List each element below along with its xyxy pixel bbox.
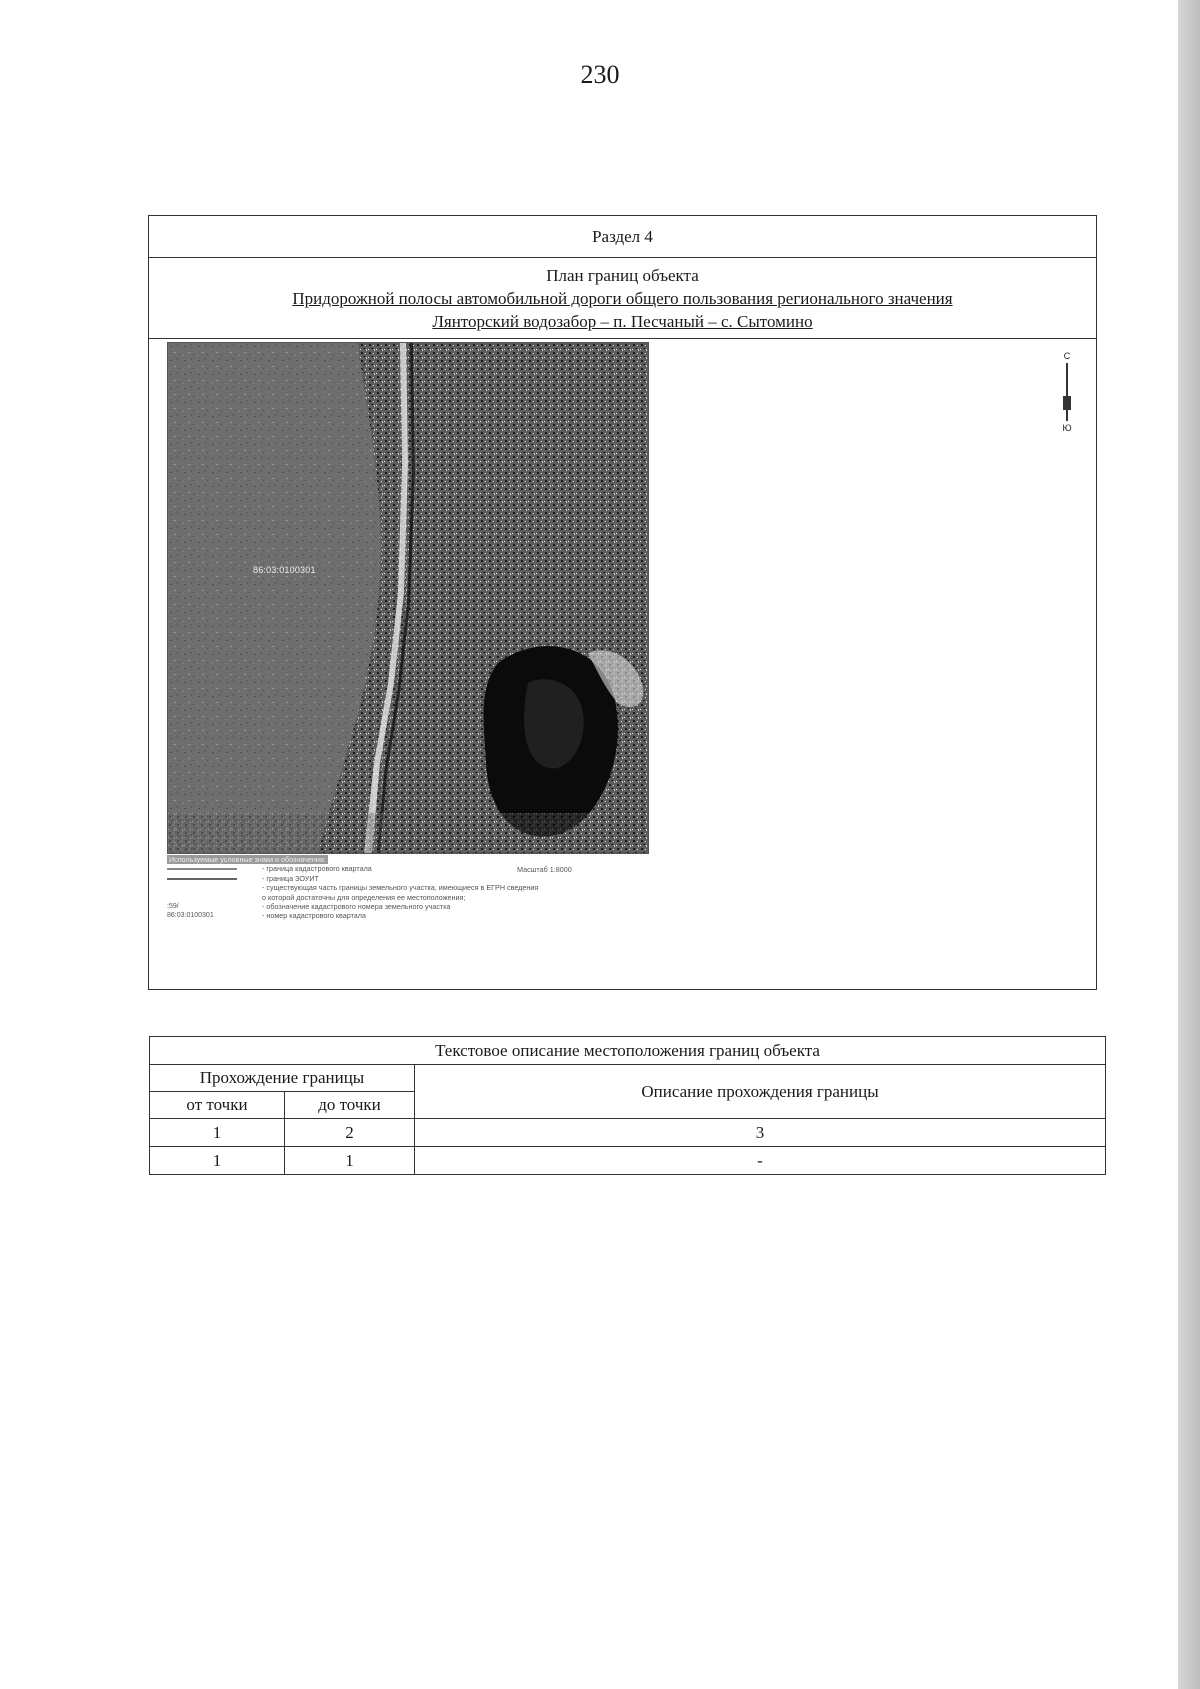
object-name-line2: Лянторский водозабор – п. Песчаный – с. Сытомино xyxy=(432,312,813,331)
legend-text: - обозначение кадастрового номера земельного участка xyxy=(262,901,451,911)
table-header-row xyxy=(150,1065,1106,1092)
aerial-map-image xyxy=(167,342,649,854)
table-numbering-row xyxy=(150,1119,1106,1147)
map-legend xyxy=(167,855,637,945)
legend-symbol: :59/ xyxy=(167,902,179,910)
table-row xyxy=(150,1147,1106,1175)
zouit-boundary-line-icon xyxy=(167,878,237,880)
legend-title: Используемые условные знаки и обозначения: xyxy=(169,855,326,864)
legend-text: - существующая часть границы земельного участка, имеющиеся в ЕГРН сведения xyxy=(262,883,539,893)
boundary-description-table xyxy=(149,1036,1106,1175)
legend-title-row xyxy=(167,855,637,864)
section-label: Раздел 4 xyxy=(149,216,1096,258)
plan-title-block xyxy=(149,258,1096,339)
legend-row xyxy=(167,893,637,902)
cadastral-quarter-label: 86:03:0100301 xyxy=(253,565,316,575)
column-number: 3 xyxy=(415,1119,1106,1147)
compass-marker-icon xyxy=(1063,396,1071,410)
compass-south-label: Ю xyxy=(1062,423,1072,433)
table-title: Текстовое описание местоположения границ объекта xyxy=(150,1037,1106,1065)
legend-row xyxy=(167,874,637,883)
to-point-cell: 1 xyxy=(285,1147,415,1175)
description-cell: - xyxy=(415,1147,1106,1175)
compass-arrow-icon xyxy=(1066,363,1068,421)
legend-text: - граница кадастрового квартала xyxy=(262,864,372,874)
compass-north-label: С xyxy=(1063,351,1071,361)
table-title-row xyxy=(150,1037,1106,1065)
column-number: 1 xyxy=(150,1119,285,1147)
legend-text: - номер кадастрового квартала xyxy=(262,911,366,921)
from-point-header: от точки xyxy=(150,1092,285,1119)
description-header: Описание прохождения границы xyxy=(415,1065,1106,1119)
from-point-cell: 1 xyxy=(150,1147,285,1175)
quarter-boundary-line-icon xyxy=(167,868,237,870)
compass-indicator xyxy=(1059,351,1075,431)
legend-text: о которой достаточны для определения ее местоположения; xyxy=(262,892,466,902)
page-number: 230 xyxy=(580,60,620,89)
to-point-header: до точки xyxy=(285,1092,415,1119)
object-name-line1: Придорожной полосы автомобильной дороги общего пользования регионального значения xyxy=(292,289,953,308)
boundary-pass-header: Прохождение границы xyxy=(150,1065,415,1092)
plan-frame xyxy=(148,215,1097,990)
column-number: 2 xyxy=(285,1119,415,1147)
legend-row xyxy=(167,883,637,892)
legend-text: - граница ЗОУИТ xyxy=(262,873,319,883)
map-scale: Масштаб 1:8000 xyxy=(517,865,572,874)
legend-row xyxy=(167,902,637,911)
map-area xyxy=(149,339,1096,989)
legend-symbol: 86:03:0100301 xyxy=(167,912,214,920)
plan-heading: План границ объекта xyxy=(546,266,699,285)
legend-row xyxy=(167,911,637,920)
scan-edge xyxy=(1178,0,1200,1689)
